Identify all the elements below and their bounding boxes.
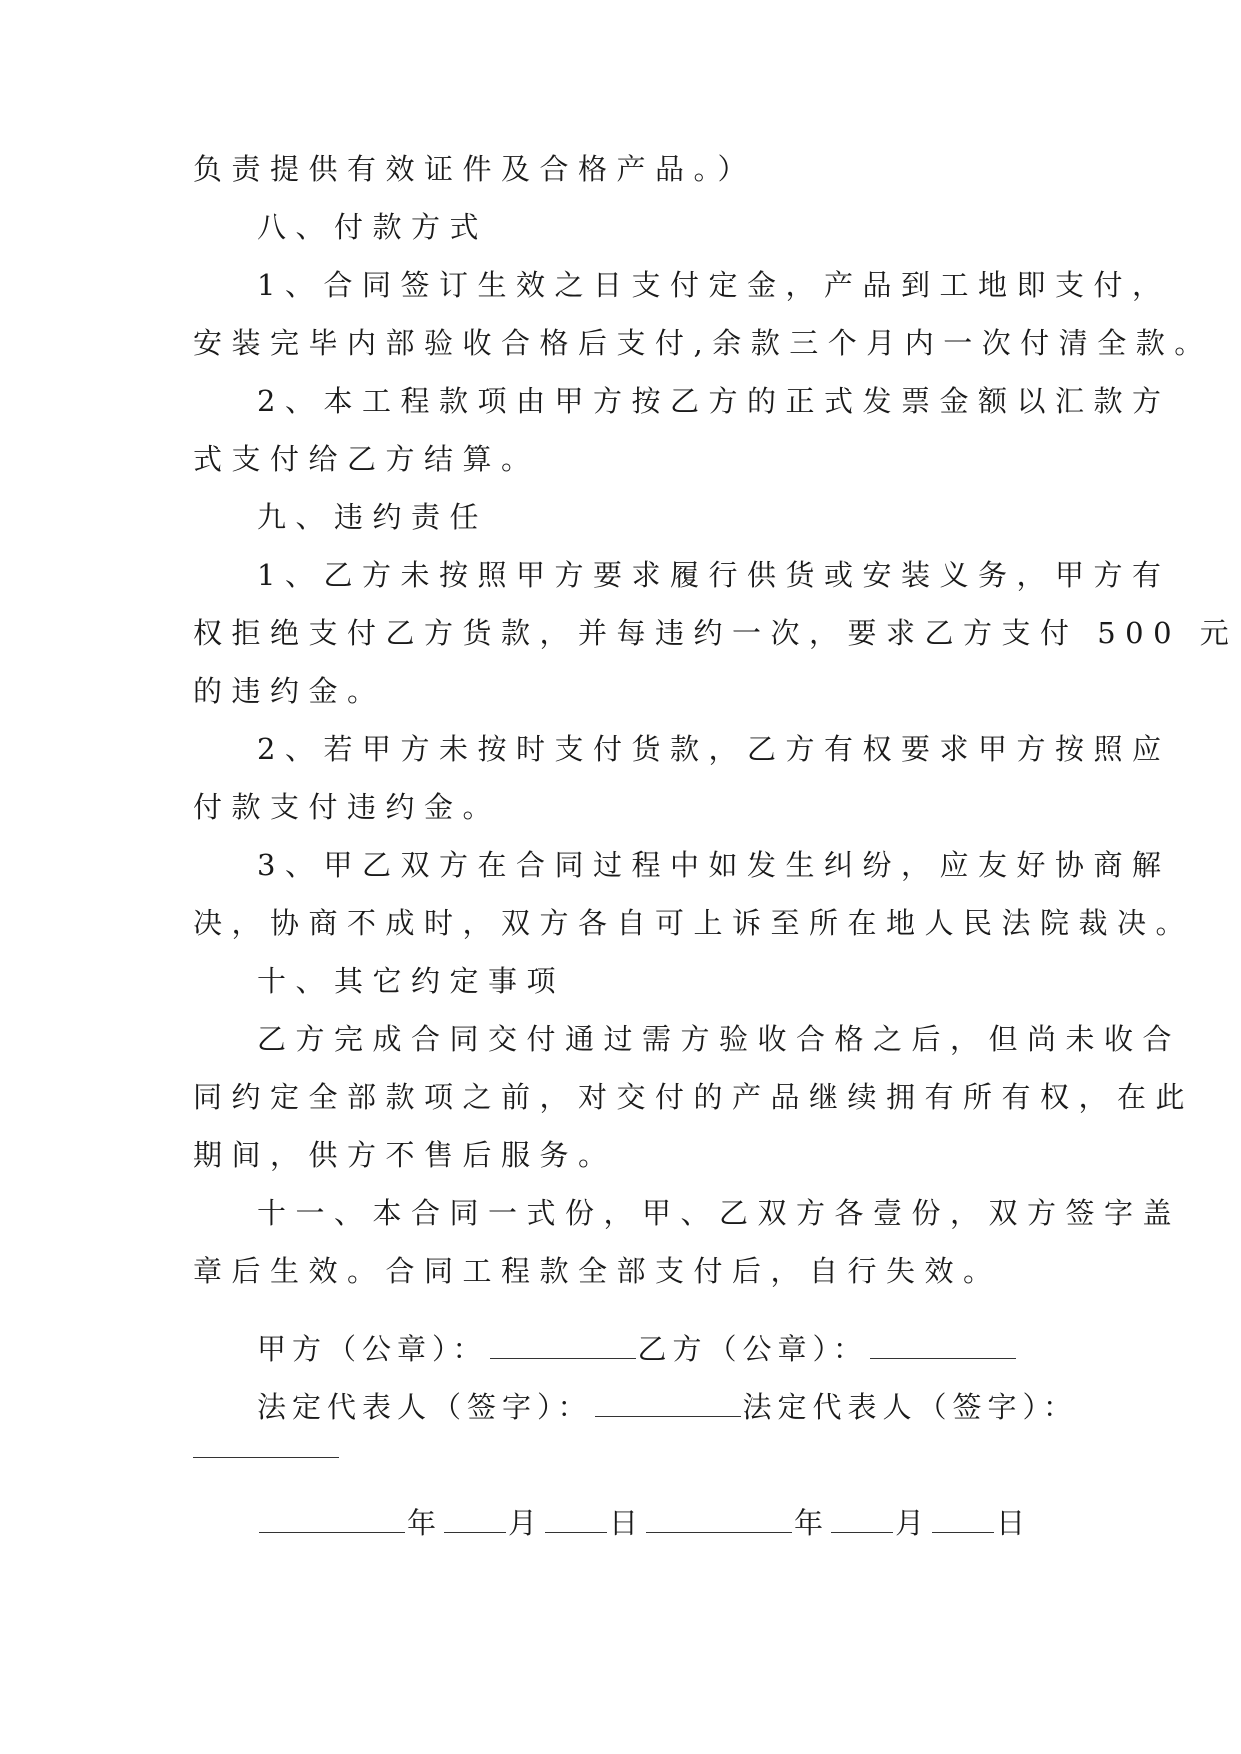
date-row	[257, 1503, 1117, 1543]
representative-row	[257, 1387, 1117, 1427]
rep-a-label: 法定代表人（签字）：	[257, 1390, 593, 1424]
party-b-seal-blank[interactable]	[870, 1334, 1016, 1359]
text-line-5: 2、本工程款项由甲方按乙方的正式发票金额以汇款方	[257, 384, 1171, 418]
section-heading-other: 十、其它约定事项	[257, 964, 566, 998]
year-b-blank[interactable]	[646, 1508, 792, 1533]
month-b-blank[interactable]	[831, 1508, 893, 1533]
text-line-8: 1、乙方未按照甲方要求履行供货或安装义务，甲方有	[257, 558, 1171, 592]
section-heading-payment: 八、付款方式	[257, 210, 489, 244]
text-line-14: 决，协商不成时，双方各自可上诉至所在地人民法院裁决。	[193, 906, 1195, 940]
text-line-6: 式支付给乙方结算。	[193, 442, 540, 476]
party-a-seal-label: 甲方（公章）：	[257, 1332, 488, 1366]
year-b-label: 年	[794, 1506, 830, 1540]
text-line-3: 1、合同签订生效之日支付定金，产品到工地即支付，	[257, 268, 1171, 302]
rep-b-blank[interactable]	[193, 1457, 339, 1458]
text-line-13: 3、甲乙双方在合同过程中如发生纠纷，应友好协商解	[257, 848, 1171, 882]
month-b-label: 月	[895, 1506, 931, 1540]
text-line-19: 十一、本合同一式份，甲、乙双方各壹份，双方签字盖	[257, 1196, 1182, 1230]
seal-row	[257, 1329, 1117, 1369]
day-a-label: 日	[609, 1506, 645, 1540]
party-b-seal-label: 乙方（公章）：	[637, 1332, 869, 1366]
month-a-blank[interactable]	[444, 1508, 506, 1533]
section-heading-breach: 九、违约责任	[257, 500, 489, 534]
text-line-10: 的违约金。	[193, 674, 386, 708]
day-b-blank[interactable]	[932, 1508, 994, 1533]
text-line-11: 2、若甲方未按时支付货款，乙方有权要求甲方按照应	[257, 732, 1171, 766]
year-a-blank[interactable]	[259, 1508, 405, 1533]
text-line-16: 乙方完成合同交付通过需方验收合格之后，但尚未收合	[257, 1022, 1182, 1056]
text-line-1: 负责提供有效证件及合格产品。）	[193, 152, 757, 186]
text-line-4: 安装完毕内部验收合格后支付,余款三个月内一次付清全款。	[193, 326, 1213, 360]
month-a-label: 月	[508, 1506, 544, 1540]
rep-a-blank[interactable]	[595, 1392, 741, 1417]
text-line-9: 权拒绝支付乙方货款，并每违约一次，要求乙方支付 500 元	[193, 616, 1239, 650]
day-b-label: 日	[996, 1506, 1032, 1540]
text-line-18: 期间，供方不售后服务。	[193, 1138, 617, 1172]
text-line-17: 同约定全部款项之前，对交付的产品继续拥有所有权，在此	[193, 1080, 1195, 1114]
day-a-blank[interactable]	[545, 1508, 607, 1533]
text-line-12: 付款支付违约金。	[193, 790, 502, 824]
rep-b-label: 法定代表人（签字）：	[742, 1390, 1079, 1424]
party-a-seal-blank[interactable]	[490, 1334, 636, 1359]
text-line-20: 章后生效。合同工程款全部支付后，自行失效。	[193, 1254, 1002, 1288]
year-a-label: 年	[407, 1506, 443, 1540]
